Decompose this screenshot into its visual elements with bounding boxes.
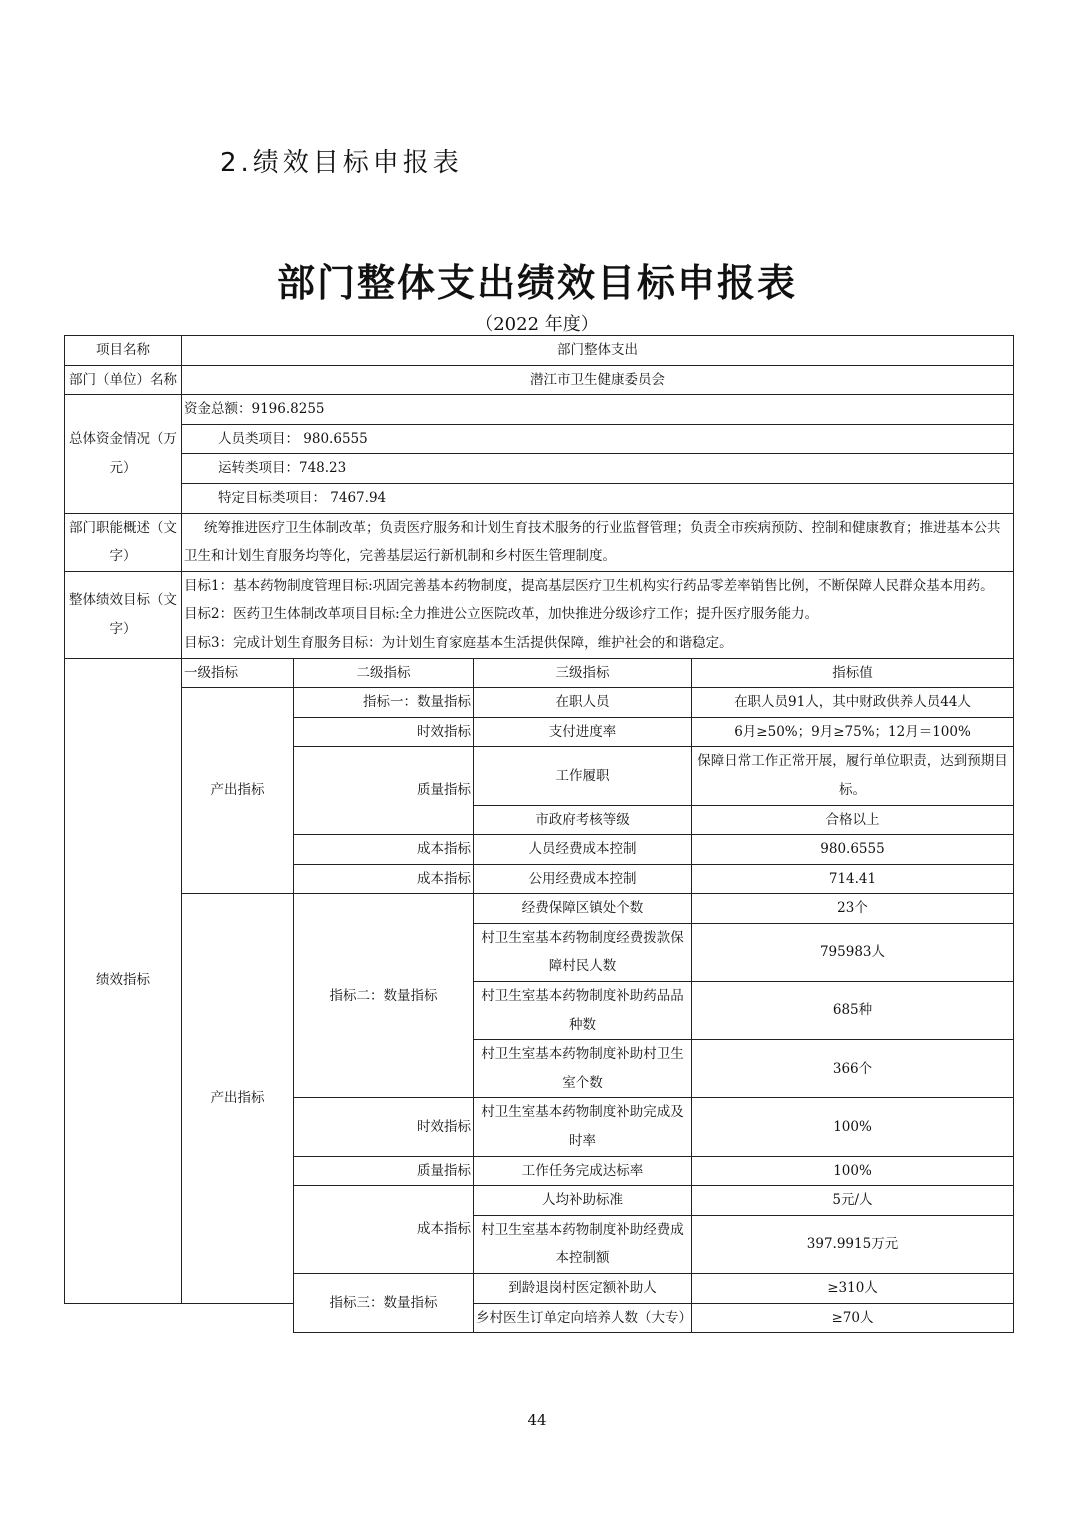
level2-cell: 成本指标: [294, 1186, 474, 1274]
funds-personnel: 人员类项目： 980.6555: [182, 424, 1014, 454]
value-cell: 685种: [692, 982, 1014, 1040]
level2-cell: 指标一：数量指标: [294, 688, 474, 718]
project-label: 项目名称: [65, 336, 182, 366]
level2-cell: 指标三：数量指标: [294, 1274, 474, 1333]
level3-cell: 在职人员: [474, 688, 692, 718]
department-row: [65, 365, 1014, 395]
level3-cell: 村卫生室基本药物制度补助村卫生室个数: [474, 1040, 692, 1098]
value-cell: 在职人员91人，其中财政供养人员44人: [692, 688, 1014, 718]
value-cell: 980.6555: [692, 835, 1014, 865]
value-cell: 714.41: [692, 864, 1014, 894]
department-value: 潜江市卫生健康委员会: [182, 365, 1014, 395]
functions-row: [65, 513, 1014, 571]
funds-operation: 运转类项目：748.23: [182, 454, 1014, 484]
group1-level1: 产出指标: [182, 688, 294, 894]
level3-cell: 经费保障区镇处个数: [474, 894, 692, 924]
funds-row: [65, 483, 1014, 513]
functions-label: 部门职能概述（文字）: [65, 513, 182, 571]
header-value: 指标值: [692, 658, 1014, 688]
level3-cell: 村卫生室基本药物制度经费拨款保障村民人数: [474, 923, 692, 981]
goal-3: 目标3：完成计划生育服务目标：为计划生育家庭基本生活提供保障，维护社会的和谐稳定。: [184, 634, 733, 651]
level2-cell: 时效指标: [294, 717, 474, 747]
project-row: [65, 336, 1014, 366]
value-cell: 397.9915万元: [692, 1215, 1014, 1273]
value-cell: 366个: [692, 1040, 1014, 1098]
goal-1: 目标1：基本药物制度管理目标:巩固完善基本药物制度，提高基层医疗卫生机构实行药品零差率销售比例，不断保障人民群众基本用药。: [184, 577, 994, 594]
level3-cell: 村卫生室基本药物制度补助经费成本控制额: [474, 1215, 692, 1273]
level3-cell: 市政府考核等级: [474, 805, 692, 835]
level3-cell: 乡村医生订单定向培养人数（大专）: [474, 1303, 692, 1333]
value-cell: 5元/人: [692, 1186, 1014, 1216]
header-level1: 一级指标: [182, 658, 294, 688]
goals-label: 整体绩效目标（文字）: [65, 571, 182, 658]
level2-cell: 时效指标: [294, 1098, 474, 1156]
year-label: （2022 年度）: [475, 314, 599, 335]
value-cell: 795983人: [692, 923, 1014, 981]
funds-row: [65, 454, 1014, 484]
table-row: [65, 688, 1014, 718]
value-cell: 100%: [692, 1156, 1014, 1186]
level3-cell: 村卫生室基本药物制度补助完成及时率: [474, 1098, 692, 1156]
level2-cell: 质量指标: [294, 1156, 474, 1186]
group2-level1: 产出指标: [182, 894, 294, 1303]
funds-label: 总体资金情况（万元）: [65, 395, 182, 513]
indicators-label: 绩效指标: [65, 658, 182, 1303]
level3-cell: 公用经费成本控制: [474, 864, 692, 894]
level3-cell: 支付进度率: [474, 717, 692, 747]
value-cell: 23个: [692, 894, 1014, 924]
performance-target-table: [64, 335, 1014, 1333]
funds-row: [65, 395, 1014, 425]
value-cell: 6月≥50%；9月≥75%；12月＝100%: [692, 717, 1014, 747]
level2-cell: 质量指标: [294, 747, 474, 835]
project-value: 部门整体支出: [182, 336, 1014, 366]
level3-cell: 工作履职: [474, 747, 692, 805]
indicator-header-row: [65, 658, 1014, 688]
goals-row: [65, 571, 1014, 658]
funds-specific: 特定目标类项目： 7467.94: [182, 483, 1014, 513]
value-cell: 合格以上: [692, 805, 1014, 835]
level3-cell: 工作任务完成达标率: [474, 1156, 692, 1186]
department-label: 部门（单位）名称: [65, 365, 182, 395]
value-cell: ≥310人: [692, 1274, 1014, 1304]
goals-text: [182, 571, 1014, 658]
header-level2: 二级指标: [294, 658, 474, 688]
value-cell: 保障日常工作正常开展，履行单位职责，达到预期目标。: [692, 747, 1014, 805]
level3-cell: 到龄退岗村医定额补助人: [474, 1274, 692, 1304]
funds-row: [65, 424, 1014, 454]
level2-cell: 成本指标: [294, 835, 474, 865]
level3-cell: 人员经费成本控制: [474, 835, 692, 865]
funds-total: 资金总额：9196.8255: [182, 395, 1014, 425]
value-cell: 100%: [692, 1098, 1014, 1156]
goal-2: 目标2：医药卫生体制改革项目目标:全力推进公立医院改革，加快推进分级诊疗工作；提升医疗服务能力。: [184, 606, 819, 623]
functions-text: 统筹推进医疗卫生体制改革；负责医疗服务和计划生育技术服务的行业监督管理；负责全市疾病预防、控制和健康教育；推进基本公共卫生和计划生育服务均等化，完善基层运行新机制和乡村医生管理制度。: [182, 513, 1014, 571]
level3-cell: 村卫生室基本药物制度补助药品品种数: [474, 982, 692, 1040]
value-cell: ≥70人: [692, 1303, 1014, 1333]
table-row: [65, 894, 1014, 924]
level2-cell: 成本指标: [294, 864, 474, 894]
page-number: 44: [527, 1411, 547, 1429]
header-level3: 三级指标: [474, 658, 692, 688]
level3-cell: 人均补助标准: [474, 1186, 692, 1216]
level2-cell: 指标二：数量指标: [294, 894, 474, 1098]
section-heading: 2.绩效目标申报表: [220, 148, 463, 178]
page-title: 部门整体支出绩效目标申报表: [276, 261, 797, 305]
